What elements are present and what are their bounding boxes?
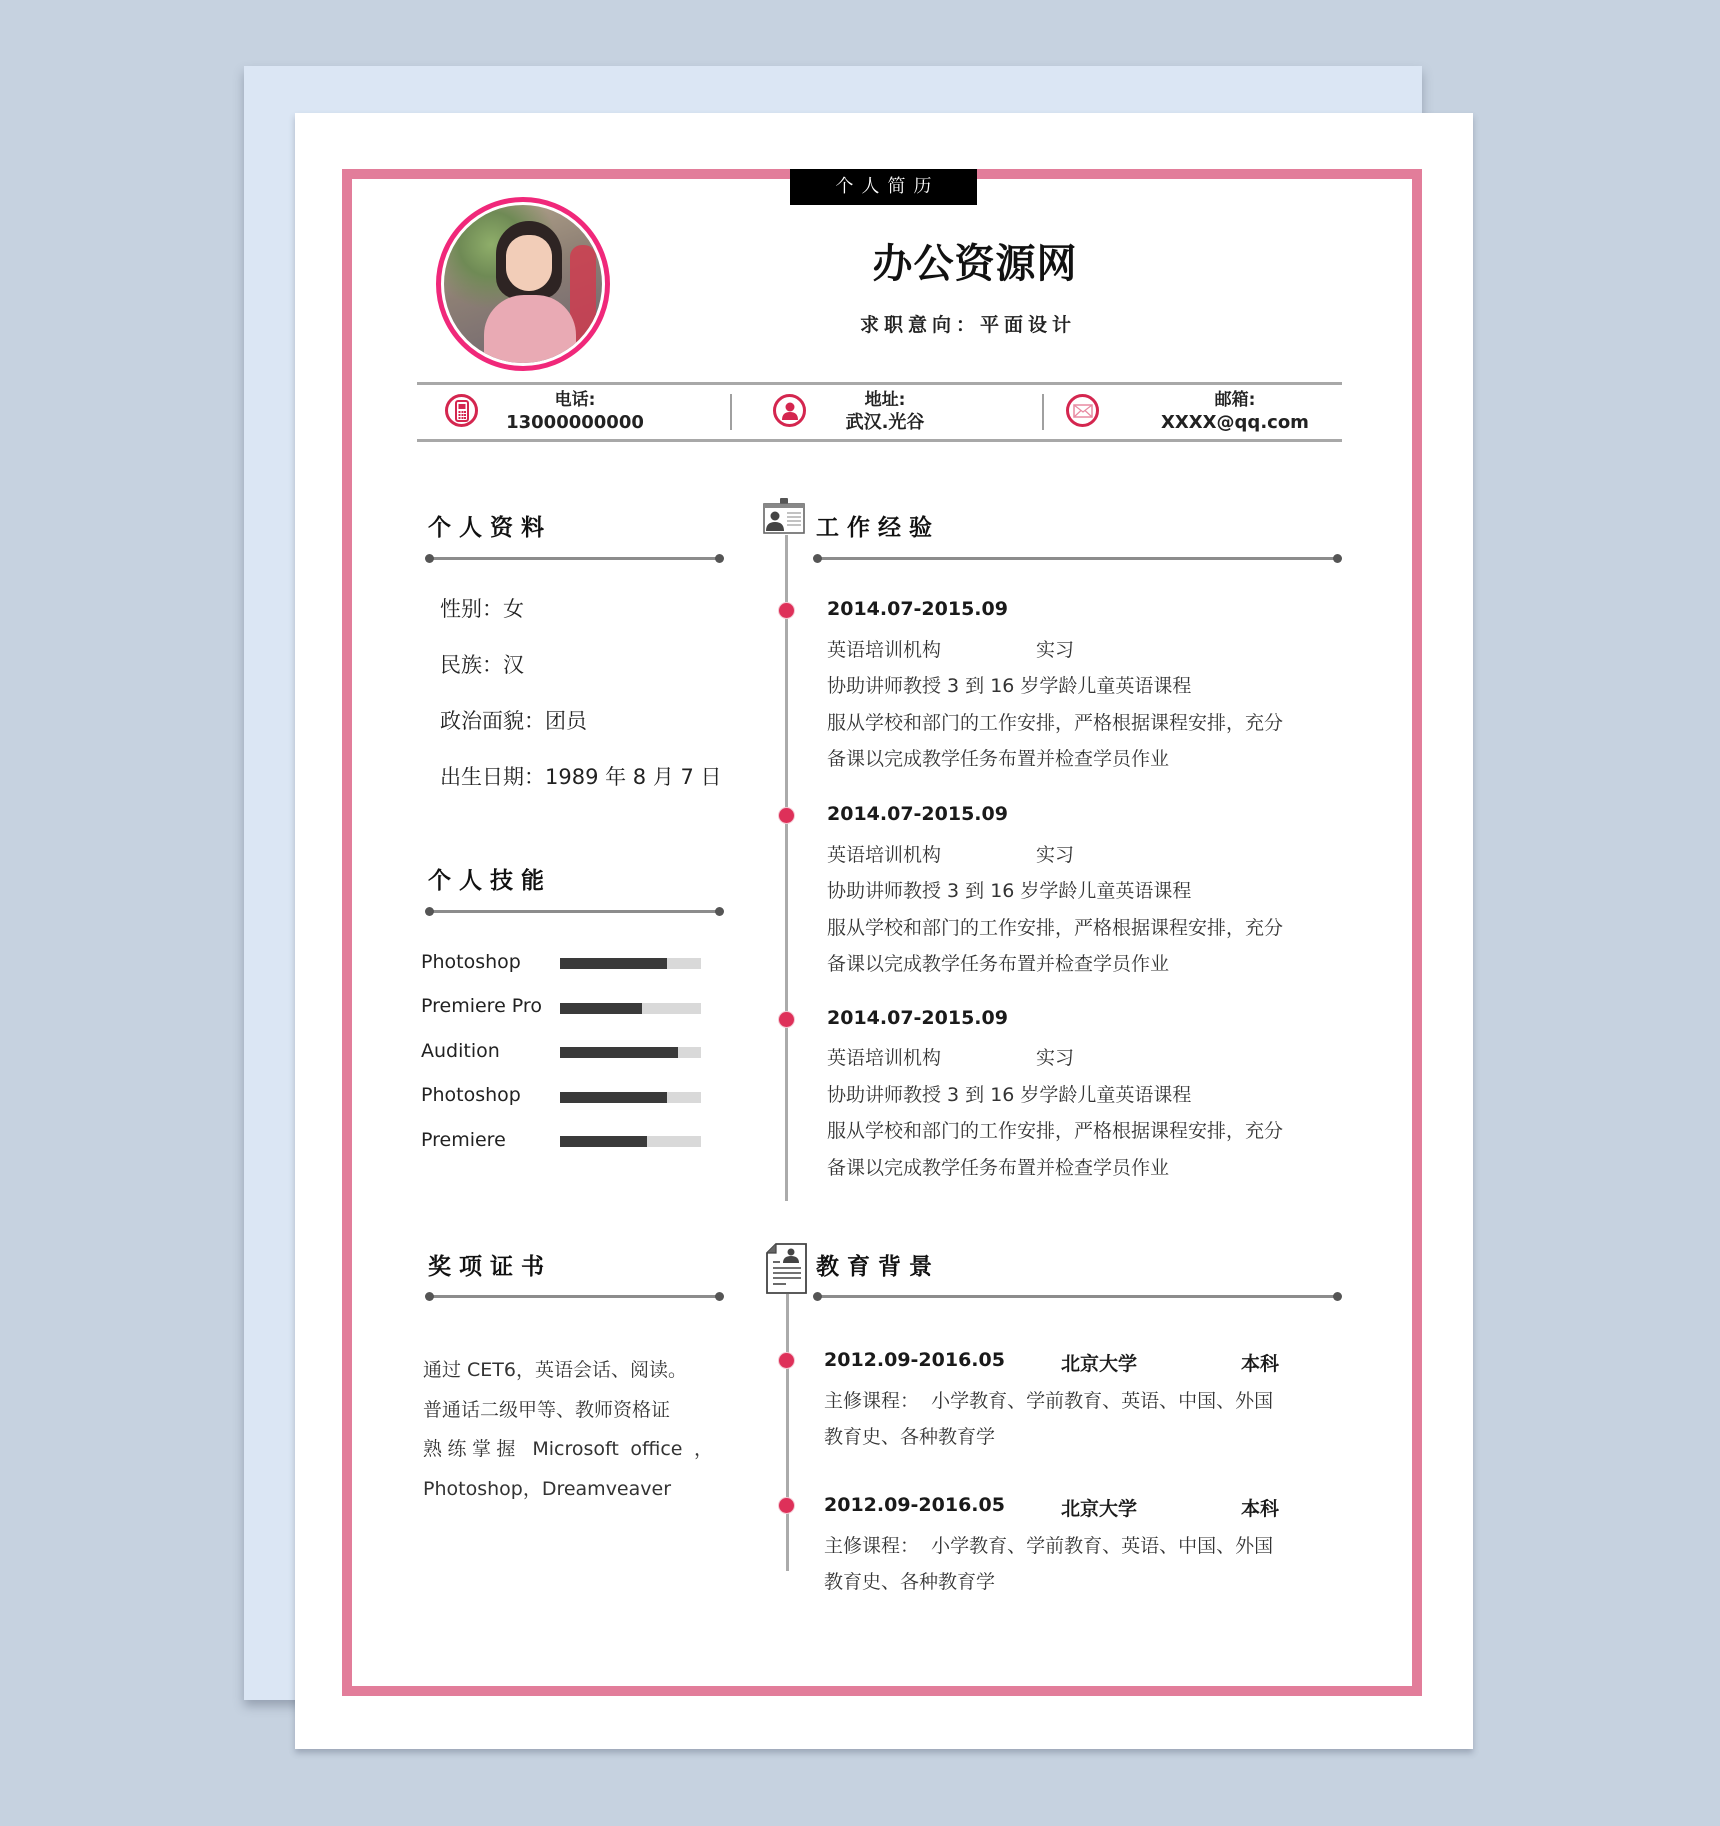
award-line: 通过 CET6，英语会话、阅读。 xyxy=(423,1359,688,1381)
timeline-dot xyxy=(779,603,794,618)
section-divider xyxy=(816,557,1339,560)
contact-divider xyxy=(1042,394,1044,430)
job-desc: 协助讲师教授 3 到 16 岁学龄儿童英语课程 xyxy=(827,675,1192,697)
section-title-skills: 个人技能 xyxy=(428,868,552,894)
skill-bar-fill xyxy=(560,1003,642,1014)
skill-label: Premiere xyxy=(421,1129,506,1151)
skill-bar xyxy=(560,1003,701,1014)
job-desc: 协助讲师教授 3 到 16 岁学龄儿童英语课程 xyxy=(827,880,1192,902)
skill-label: Photoshop xyxy=(421,951,521,973)
job-desc: 备课以完成教学任务布置并检查学员作业 xyxy=(827,748,1170,770)
edu-degree: 本科 xyxy=(1241,1498,1280,1520)
timeline-dot xyxy=(779,808,794,823)
job-desc: 服从学校和部门的工作安排，严格根据课程安排，充分 xyxy=(827,1120,1284,1142)
work-timeline xyxy=(785,535,788,1201)
contact-phone-text xyxy=(500,389,650,435)
address-value: 武汉.光谷 xyxy=(845,412,925,433)
timeline-dot xyxy=(779,1012,794,1027)
job-date: 2014.07-2015.09 xyxy=(827,598,1008,620)
job-desc: 服从学校和部门的工作安排，严格根据课程安排，充分 xyxy=(827,917,1284,939)
skill-bar xyxy=(560,1136,701,1147)
skill-bar xyxy=(560,1047,701,1058)
contact-phone xyxy=(445,394,478,427)
job-date: 2014.07-2015.09 xyxy=(827,803,1008,825)
contact-address-text xyxy=(820,389,950,435)
person-icon xyxy=(773,394,806,427)
phone-icon xyxy=(445,394,478,427)
education-timeline xyxy=(786,1294,789,1571)
edu-school: 北京大学 xyxy=(1061,1353,1138,1375)
email-value: XXXX@qq.com xyxy=(1161,412,1309,433)
phone-label: 电话: xyxy=(554,390,596,410)
skill-bar-fill xyxy=(560,1047,678,1058)
job-role: 实习 xyxy=(1036,844,1075,866)
section-title-personal: 个人资料 xyxy=(428,515,552,541)
info-gender: 性别：女 xyxy=(440,597,524,621)
info-birthdate: 出生日期：1989 年 8 月 7 日 xyxy=(440,765,722,789)
job-role: 实习 xyxy=(1036,1047,1075,1069)
award-line: 普通话二级甲等、教师资格证 xyxy=(423,1398,671,1421)
job-desc: 服从学校和部门的工作安排，严格根据课程安排，充分 xyxy=(827,712,1284,734)
candidate-name: 办公资源网 xyxy=(872,241,1078,287)
mail-icon xyxy=(1066,394,1099,427)
skill-bar-fill xyxy=(560,958,667,969)
email-label: 邮箱: xyxy=(1214,390,1256,410)
section-divider xyxy=(428,910,721,913)
section-title-work: 工作经验 xyxy=(816,515,940,541)
job-role: 实习 xyxy=(1036,639,1075,661)
skill-bar xyxy=(560,958,701,969)
edu-date: 2012.09-2016.05 xyxy=(824,1349,1005,1371)
id-badge-icon xyxy=(763,498,805,538)
edu-degree: 本科 xyxy=(1241,1353,1280,1375)
award-line: 熟练掌握 Microsoft office ， xyxy=(423,1438,713,1460)
awards-text xyxy=(423,1351,713,1509)
skill-bar-fill xyxy=(560,1136,647,1147)
skill-bar xyxy=(560,1092,701,1103)
skill-label: Photoshop xyxy=(421,1084,521,1106)
section-title-awards: 奖项证书 xyxy=(428,1254,552,1280)
job-desc: 备课以完成教学任务布置并检查学员作业 xyxy=(827,1157,1170,1179)
contact-divider xyxy=(730,394,732,430)
job-org: 英语培训机构 xyxy=(827,639,942,661)
section-title-education: 教育背景 xyxy=(816,1254,940,1280)
info-political: 政治面貌：团员 xyxy=(440,709,587,733)
address-label: 地址: xyxy=(864,390,906,410)
timeline-dot xyxy=(779,1353,794,1368)
skill-bar-fill xyxy=(560,1092,667,1103)
resume-badge: 个人简历 xyxy=(790,169,977,205)
job-org: 英语培训机构 xyxy=(827,844,942,866)
avatar xyxy=(436,197,610,371)
section-divider xyxy=(428,557,721,560)
edu-courses: 教育史、各种教育学 xyxy=(824,1426,996,1448)
job-org: 英语培训机构 xyxy=(827,1047,942,1069)
edu-date: 2012.09-2016.05 xyxy=(824,1494,1005,1516)
section-divider xyxy=(428,1295,721,1298)
contact-email xyxy=(1066,394,1099,427)
timeline-dot xyxy=(779,1498,794,1513)
job-desc: 备课以完成教学任务布置并检查学员作业 xyxy=(827,953,1170,975)
skill-label: Audition xyxy=(421,1040,500,1062)
job-date: 2014.07-2015.09 xyxy=(827,1007,1008,1029)
edu-courses: 主修课程： 小学教育、学前教育、英语、中国、外国 xyxy=(824,1390,1274,1412)
phone-value: 13000000000 xyxy=(506,412,644,433)
avatar-photo xyxy=(444,205,602,363)
resume-document-icon xyxy=(766,1243,808,1298)
contact-address xyxy=(773,394,806,427)
edu-courses: 教育史、各种教育学 xyxy=(824,1571,996,1593)
skill-label: Premiere Pro xyxy=(421,995,542,1017)
edu-school: 北京大学 xyxy=(1061,1498,1138,1520)
info-ethnicity: 民族：汉 xyxy=(440,653,524,677)
edu-courses: 主修课程： 小学教育、学前教育、英语、中国、外国 xyxy=(824,1535,1274,1557)
job-desc: 协助讲师教授 3 到 16 岁学龄儿童英语课程 xyxy=(827,1084,1192,1106)
contact-email-text xyxy=(1150,389,1320,435)
section-divider xyxy=(816,1295,1339,1298)
job-intent: 求职意向：平面设计 xyxy=(860,314,1077,336)
award-line: Photoshop，Dreamveaver xyxy=(423,1477,672,1500)
